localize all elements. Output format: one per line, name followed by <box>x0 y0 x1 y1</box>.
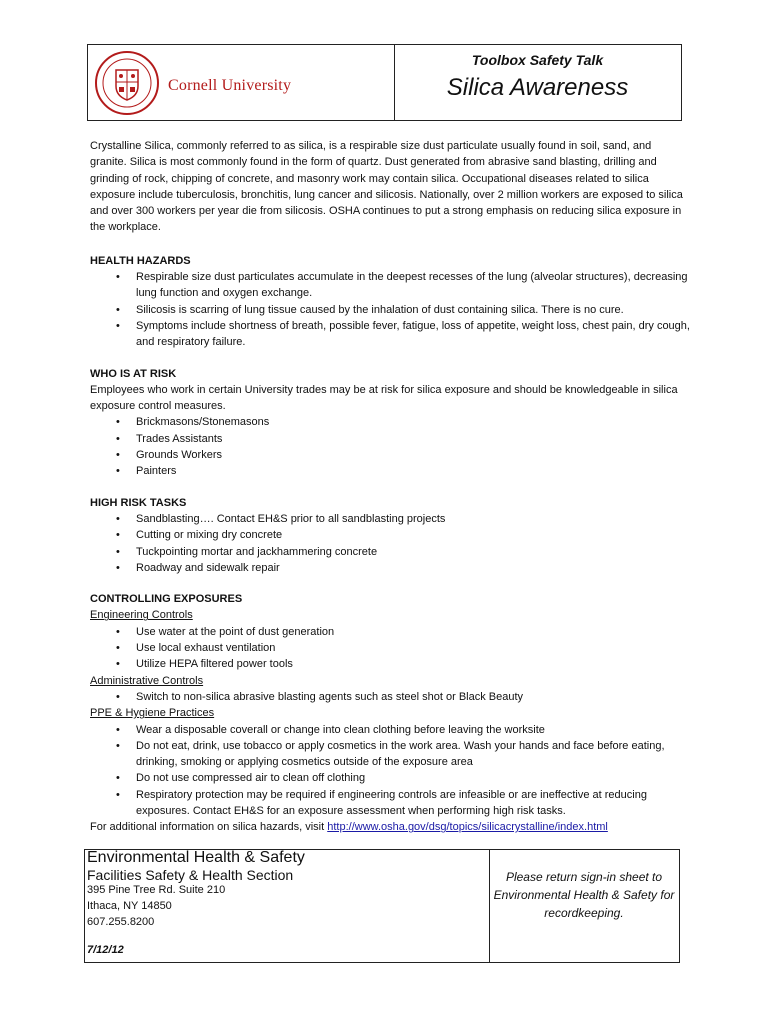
more-info-line <box>90 819 690 835</box>
ehs-section-name: Facilities Safety & Health Section <box>87 867 294 883</box>
administrative-controls-list <box>90 689 690 705</box>
health-hazards-list <box>90 269 690 350</box>
list-item: • Respirable size dust particulates accumulate in the deepest recesses of the lung (alveolar structures), decreasing lung function and oxygen exchange. <box>90 269 690 302</box>
page-title: Silica Awareness <box>446 74 629 101</box>
list-item: • Wear a disposable coverall or change into clean clothing before leaving the worksite <box>90 722 690 738</box>
who-at-risk-text: Employees who work in certain University trades may be at risk for silica exposure and should be knowledgeable in silica exposure control measures. <box>90 383 678 413</box>
list-item: • Do not use compressed air to clean off clothing <box>90 770 690 786</box>
ehs-address: 395 Pine Tree Rd. Suite 210 <box>87 884 226 896</box>
more-info-text: For additional information on silica hazards, visit <box>90 821 328 834</box>
ehs-org-name: Environmental Health & Safety <box>87 849 305 866</box>
high-risk-tasks-heading: HIGH RISK TASKS <box>90 496 187 509</box>
list-item: • Respiratory protection may be required if engineering controls are infeasible or are ineffective at reducing exposures. Contact EH&S for an exposure assessment when performing high risk tasks. <box>90 787 690 820</box>
ehs-phone: 607.255.8200 <box>87 916 155 928</box>
who-at-risk-list <box>90 414 690 479</box>
controlling-exposures-heading: CONTROLLING EXPOSURES <box>90 593 243 606</box>
talk-label: Toolbox Safety Talk <box>471 52 604 68</box>
list-item: • Symptoms include shortness of breath, possible fever, fatigue, loss of appetite, weight loss, chest pain, dry cough, and respiratory failure. <box>90 318 690 351</box>
document-body <box>90 138 690 836</box>
list-item: • Use water at the point of dust generation <box>90 624 690 640</box>
list-item: • Do not eat, drink, use tobacco or apply cosmetics in the work area. Wash your hands and face before eating, drinking, smoking or applying cosmetics outside of the exposure area <box>90 738 690 771</box>
cornell-seal-icon <box>94 48 160 118</box>
health-hazards-heading: HEALTH HAZARDS <box>90 254 191 267</box>
list-item: • Painters <box>90 463 690 479</box>
list-item: • Silicosis is scarring of lung tissue caused by the inhalation of dust containing silica. There is no cure. <box>90 302 690 318</box>
header-box <box>87 44 682 121</box>
list-item: • Cutting or mixing dry concrete <box>90 527 690 543</box>
university-name: Cornell University <box>168 77 292 94</box>
high-risk-tasks-list <box>90 511 690 576</box>
list-item: • Roadway and sidewalk repair <box>90 560 690 576</box>
list-item: • Brickmasons/Stonemasons <box>90 414 690 430</box>
osha-link[interactable]: http://www.osha.gov/dsg/topics/silicacrystalline/index.html <box>327 821 608 834</box>
ehs-city: Ithaca, NY 14850 <box>87 900 172 912</box>
administrative-controls-label: Administrative Controls <box>90 674 204 687</box>
who-at-risk-heading: WHO IS AT RISK <box>90 367 177 380</box>
engineering-controls-list <box>90 624 690 673</box>
list-item: • Trades Assistants <box>90 431 690 447</box>
ppe-hygiene-list <box>90 722 690 820</box>
list-item: • Use local exhaust ventilation <box>90 640 690 656</box>
ppe-hygiene-label: PPE & Hygiene Practices <box>90 707 215 720</box>
document-date: 7/12/12 <box>87 944 124 956</box>
list-item: • Utilize HEPA filtered power tools <box>90 656 690 672</box>
intro-paragraph: Crystalline Silica, commonly referred to as silica, is a respirable size dust particulate usually found in soil, sand, and granite. Silica is most commonly found in the form of quartz. Dust generated from abrasive sand blasting, drilling and grinding of rock, chipping of concrete, and masonry work may contain silica. Occupational diseases related to silica exposure include tuberculosis, bronchitis, lung cancer and silicosis. Nationally, over 2 million workers are exposed to silica and over 300 workers per year die from silicosis. OSHA continues to put a strong emphasis on reducing silica exposure in the workplace. <box>90 140 683 234</box>
list-item: • Sandblasting…. Contact EH&S prior to all sandblasting projects <box>90 511 690 527</box>
engineering-controls-label: Engineering Controls <box>90 609 193 622</box>
list-item: • Tuckpointing mortar and jackhammering concrete <box>90 544 690 560</box>
list-item: • Grounds Workers <box>90 447 690 463</box>
list-item: • Switch to non-silica abrasive blasting agents such as steel shot or Black Beauty <box>90 689 690 705</box>
footer-box <box>84 849 680 963</box>
return-note: Please return sign-in sheet to Environmental Health & Safety for recordkeeping. <box>493 870 675 920</box>
